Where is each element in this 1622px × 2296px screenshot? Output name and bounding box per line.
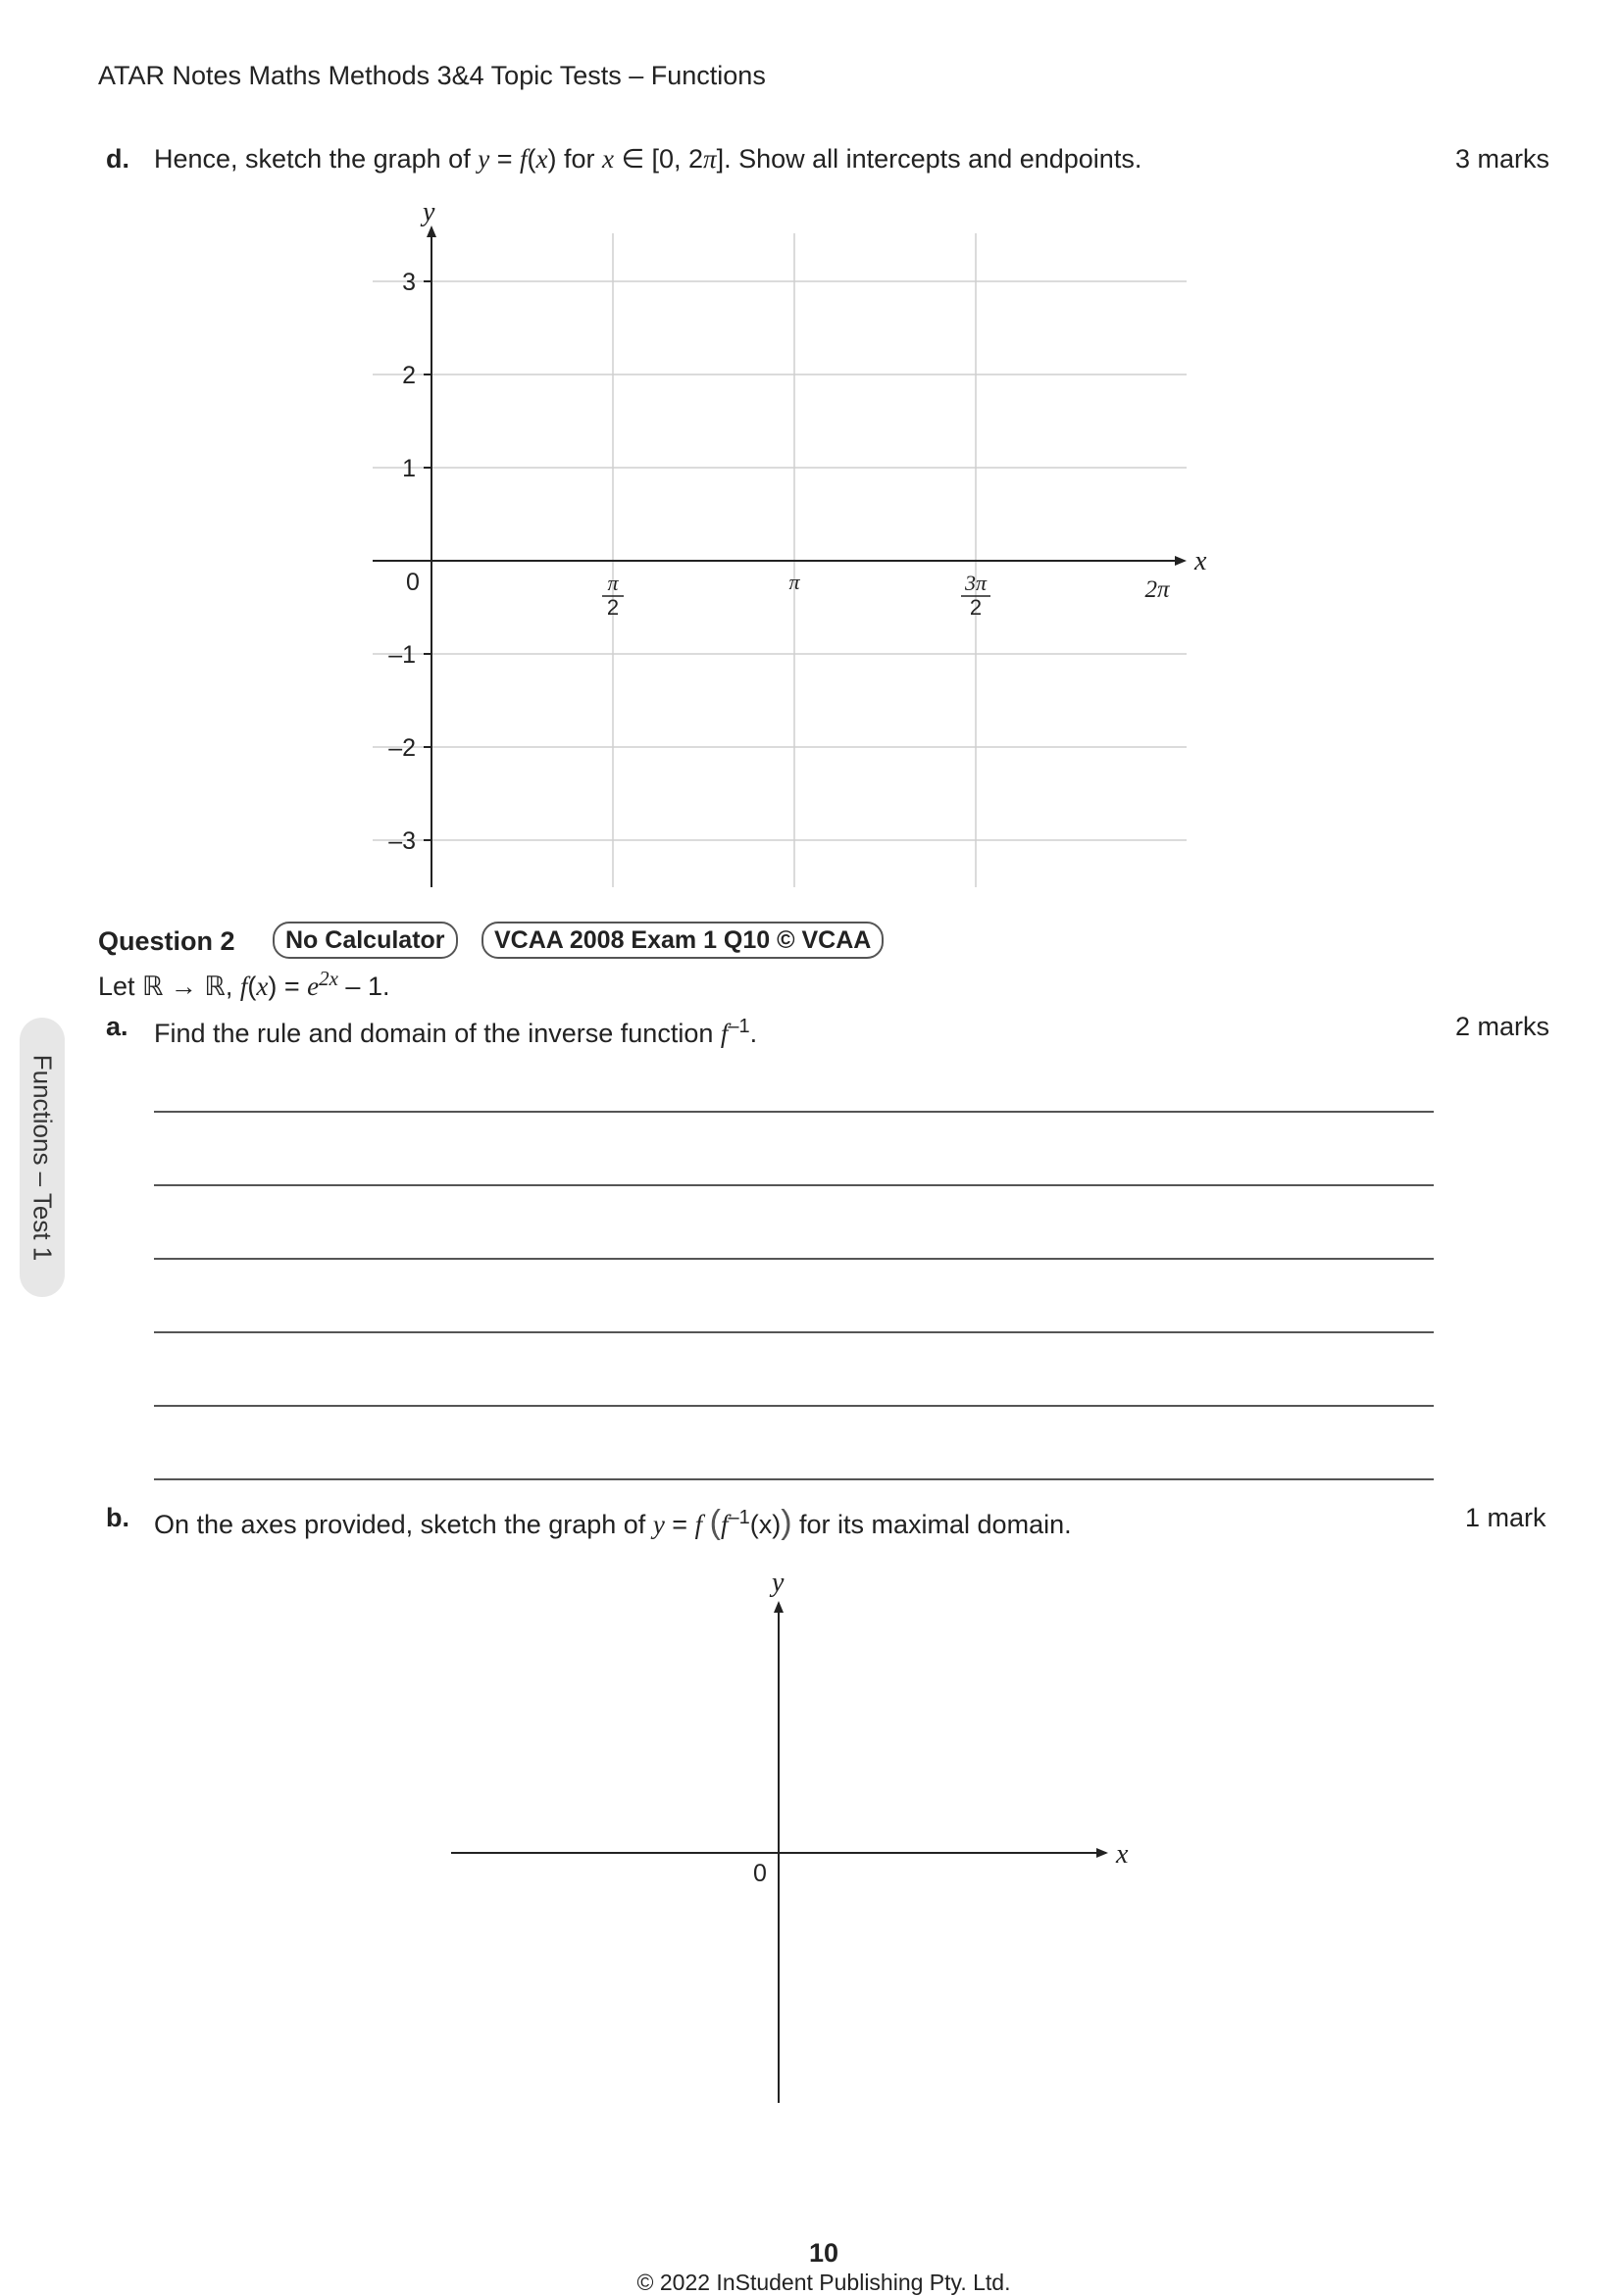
y-axis-label: y [772, 1568, 785, 1598]
y-tick-label: 2 [402, 362, 416, 389]
y-axis-label: y [423, 197, 435, 227]
answer-line[interactable] [154, 1478, 1434, 1480]
x-tick-label-num: 2π [1144, 576, 1170, 603]
answer-line[interactable] [154, 1111, 1434, 1113]
answer-line[interactable] [154, 1184, 1434, 1186]
origin-label: 0 [753, 1860, 767, 1887]
answer-line[interactable] [154, 1405, 1434, 1407]
copyright: © 2022 InStudent Publishing Pty. Ltd. [636, 2270, 1011, 2295]
x-axis-label: x [1194, 546, 1207, 576]
question-2-stem: Let ℝ → ℝ, $f(x) = e^{2x} - 1$. [98, 967, 390, 1001]
sketch-axes-2[interactable] [0, 1549, 1622, 2118]
origin-label: 0 [406, 569, 420, 596]
side-tab [20, 1018, 65, 1297]
answer-line[interactable] [154, 1258, 1434, 1260]
part-d-question: Hence, sketch the graph of y = f(x) for x ∈ [0, 2π]. Show all intercepts and endpoints. [154, 144, 1142, 174]
part-b-marks: 1 mark [1465, 1503, 1546, 1532]
x-tick-labels [602, 570, 1171, 620]
page-number: 10 [808, 2238, 839, 2268]
part-b-label: b. [106, 1503, 129, 1532]
y-tick-label: –2 [388, 734, 416, 762]
question-2-title: Question 2 [98, 926, 235, 956]
x-tick-label-num: π [788, 570, 800, 594]
part-d-label: d. [106, 144, 129, 174]
page-header: ATAR Notes Maths Methods 3&4 Topic Tests – Functions [98, 61, 766, 90]
side-tab-label: Functions – Test 1 [27, 1054, 58, 1261]
part-a-marks: 2 marks [1455, 1012, 1550, 1041]
part-a-label: a. [106, 1012, 128, 1041]
y-tick-label: –3 [388, 827, 416, 855]
part-b-question: On the axes provided, sketch the graph of y = f $(f^{-1}(x))$ for its maximal domain. [154, 1504, 1072, 1541]
y-tick-label: 3 [402, 269, 416, 296]
x-tick-label-num: 3π [964, 571, 988, 595]
x-tick-label-den: 2 [969, 595, 983, 620]
part-d-marks: 3 marks [1455, 144, 1550, 174]
sketch-axes-1[interactable] [0, 0, 1622, 922]
answer-line[interactable] [154, 1331, 1434, 1333]
part-a-question: Find the rule and domain of the inverse function $f^{-1}$. [154, 1016, 758, 1048]
no-calculator-badge: No Calculator [273, 922, 458, 959]
x-tick-label-num: π [607, 571, 619, 595]
source-badge: VCAA 2008 Exam 1 Q10 © VCAA [482, 922, 884, 959]
y-tick-label: 1 [402, 455, 416, 482]
x-axis-label: x [1116, 1839, 1129, 1870]
x-tick-label-den: 2 [606, 595, 620, 620]
y-tick-label: –1 [388, 641, 416, 669]
